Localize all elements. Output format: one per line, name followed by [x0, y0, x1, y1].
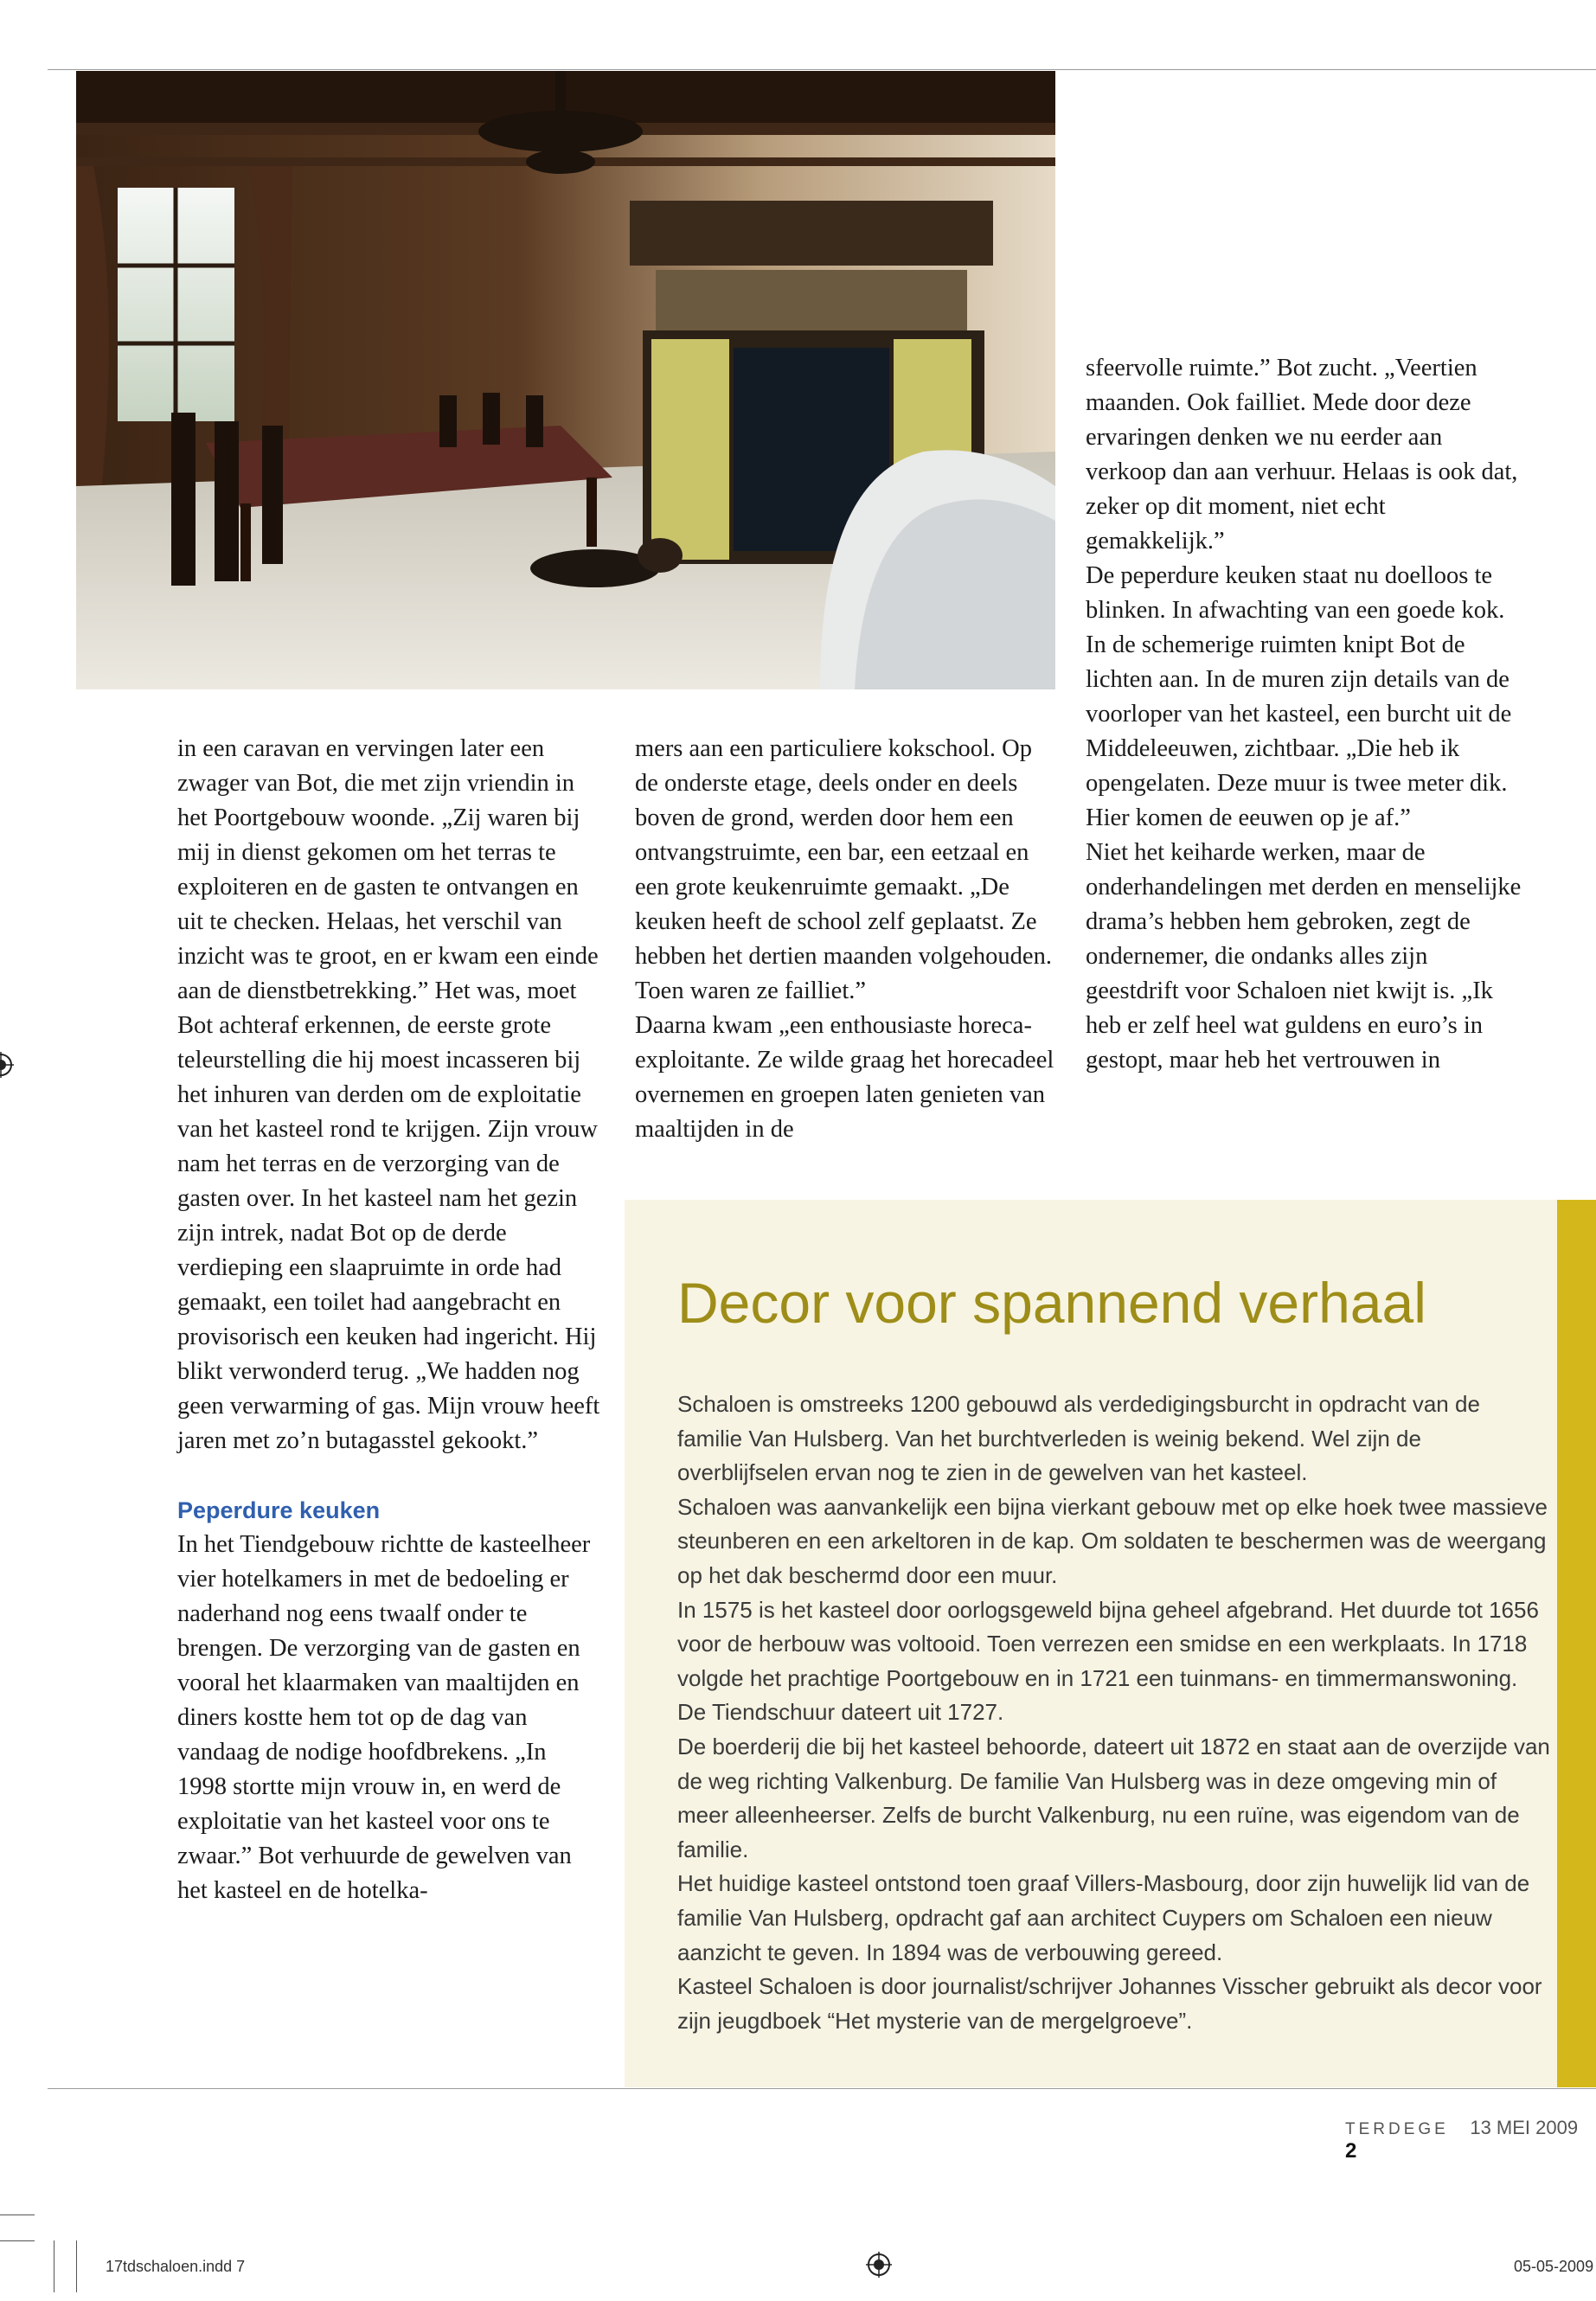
sidebar-title: Decor voor spannend verhaal: [677, 1271, 1426, 1335]
magazine-name: TERDEGE: [1345, 2120, 1449, 2138]
paragraph: Niet het keiharde werken, maar de onderhandelingen met derden en menselijke drama’s hebben hem gebroken, zegt de ondernemer, die ondanks alles zijn geestdrift voor Schaloen niet kwijt is. „Ik heb er zelf heel wat guldens en euro’s in gestopt, maar heb het vertrouwen in: [1086, 839, 1522, 1074]
paragraph: De peperdure keuken staat nu doelloos te blinken. In afwachting van een goede kok. In de schemerige ruimten knipt Bot de lichten aan. In de muren zijn details van de voorloper van het kasteel, een burcht uit de Middeleeuwen, zichtbaar. „Die heb ik opengelaten. Deze muur is twee meter dik. Hier komen de eeuwen op je af.”: [1086, 562, 1512, 831]
file-slug: 17tdschaloen.indd 7: [106, 2258, 246, 2275]
interior-photo: [76, 71, 1055, 689]
crop-mark: [0, 2240, 35, 2241]
sidebar-paragraph: Schaloen is omstreeks 1200 gebouwd als verdedigingsburcht in opdracht van de familie Van Hulsberg. Van het burchtverleden is weinig bekend. Wel zijn de overblijfselen ervan nog te zien in de gewelven van het kasteel.: [677, 1391, 1480, 1486]
bottom-rule: [48, 2088, 1596, 2089]
sidebar-accent-stripe: [1557, 1200, 1596, 2087]
registration-mark-icon: [0, 1052, 14, 1078]
sidebar-paragraph: Het huidige kasteel ontstond toen graaf Villers-Masbourg, door zijn huwelijk lid van de familie Van Hulsberg, opdracht gaf aan architect Cuypers om Schaloen een nieuw aanzicht te geven. In 1894 was de verbouwing gereed.: [677, 1870, 1530, 1965]
top-rule: [48, 69, 1596, 70]
crop-mark: [76, 2240, 77, 2292]
sidebar-text: [677, 1388, 1551, 2038]
page-number: 2: [1345, 2139, 1357, 2163]
issue-date: 13 MEI 2009: [1470, 2117, 1579, 2138]
paragraph: Daarna kwam „een enthousiaste horeca-exploitante. Ze wilde graag het horecadeel overnemen en groepen laten genieten van maaltijden in de: [635, 1012, 1054, 1143]
paragraph: In het Tiendgebouw richtte de kasteelheer vier hotelkamers in met de bedoeling er naderhand nog eens twaalf onder te brengen. De verzorging van de gasten en vooral het klaarmaken van maaltijden en diners kostte hem tot op de dag van vandaag de nodige hoofdbrekens. „In 1998 stortte mijn vrouw in, en werd de exploitatie van het kasteel voor ons te zwaar.” Bot verhuurde de gewelven van het kasteel en de hotelka-: [177, 1531, 591, 1904]
paragraph: sfeervolle ruimte.” Bot zucht. „Veertien maanden. Ook failliet. Mede door deze ervaringen denken we nu eerder aan verkoop dan aan verhuur. Helaas is ook dat, zeker op dit moment, niet echt gemakkelijk.”: [1086, 355, 1518, 554]
registration-mark-icon: [866, 2252, 892, 2278]
text-column-3: [1086, 351, 1527, 1078]
subheading-peperdure-keuken: Peperdure keuken: [177, 1497, 381, 1523]
crop-mark: [0, 2214, 35, 2215]
paragraph: in een caravan en vervingen later een zwager van Bot, die met zijn vriendin in het Poortgebouw woonde. „Zij waren bij mij in dienst gekomen om het terras te exploiteren en de gasten te ontvangen en uit te checken. Helaas, het verschil van inzicht was te groot, en er kwam een einde aan de dienstbetrekking.” Het was, moet Bot achteraf erkennen, de eerste grote teleurstelling die hij moest incasseren bij het inhuren van derden om de exploitatie van het kasteel rond te krijgen. Zijn vrouw nam het terras en de verzorging van de gasten over. In het kasteel nam het gezin zijn intrek, nadat Bot op de derde verdieping een slaapruimte in orde had gemaakt, een toilet had aangebracht en provisorisch een keuken had ingericht. Hij blikt verwonderd terug. „We hadden nog geen verwarming of gas. Mijn vrouw heeft jaren met zo’n butagasstel gekookt.”: [177, 735, 600, 1454]
interior-photo-illustration: [76, 71, 1055, 689]
page-footer: [1345, 2117, 1596, 2163]
print-date: 05-05-2009: [1514, 2258, 1594, 2275]
sidebar-paragraph: Kasteel Schaloen is door journalist/schrijver Johannes Visscher gebruikt als decor voor zijn jeugdboek “Het mysterie van de mergelgroeve”.: [677, 1973, 1542, 2034]
sidebar-paragraph: Schaloen was aanvankelijk een bijna vierkant gebouw met op elke hoek twee massieve steunberen en een arkeltoren in de kap. Om soldaten te beschermen was de weergang op het dak beschermd door een muur.: [677, 1493, 1548, 1588]
text-column-1: [177, 732, 601, 1908]
text-column-2: [635, 732, 1059, 1147]
sidebar-paragraph: In 1575 is het kasteel door oorlogsgeweld bijna geheel afgebrand. Het duurde tot 1656 voor de herbouw was voltooid. Toen verrezen een smidse en een werkplaats. In 1718 volgde het prachtige Poortgebouw en in 1721 een tuinmans- en timmermanswoning. De Tiendschuur dateert uit 1727.: [677, 1596, 1539, 1726]
sidebar-paragraph: De boerderij die bij het kasteel behoorde, dateert uit 1872 en staat aan de overzijde van de weg richting Valkenburg. De familie Van Hulsberg was in deze omgeving min of meer alleenheerser. Zelfs de burcht Valkenburg, nu een ruïne, was eigendom van de familie.: [677, 1733, 1550, 1862]
paragraph: mers aan een particuliere kokschool. Op de onderste etage, deels onder en deels boven de grond, werden door hem een ontvangstruimte, een bar, een eetzaal en een grote keukenruimte gemaakt. „De keuken heeft de school zelf geplaatst. Ze hebben het dertien maanden volgehouden. Toen waren ze failliet.”: [635, 735, 1052, 1004]
